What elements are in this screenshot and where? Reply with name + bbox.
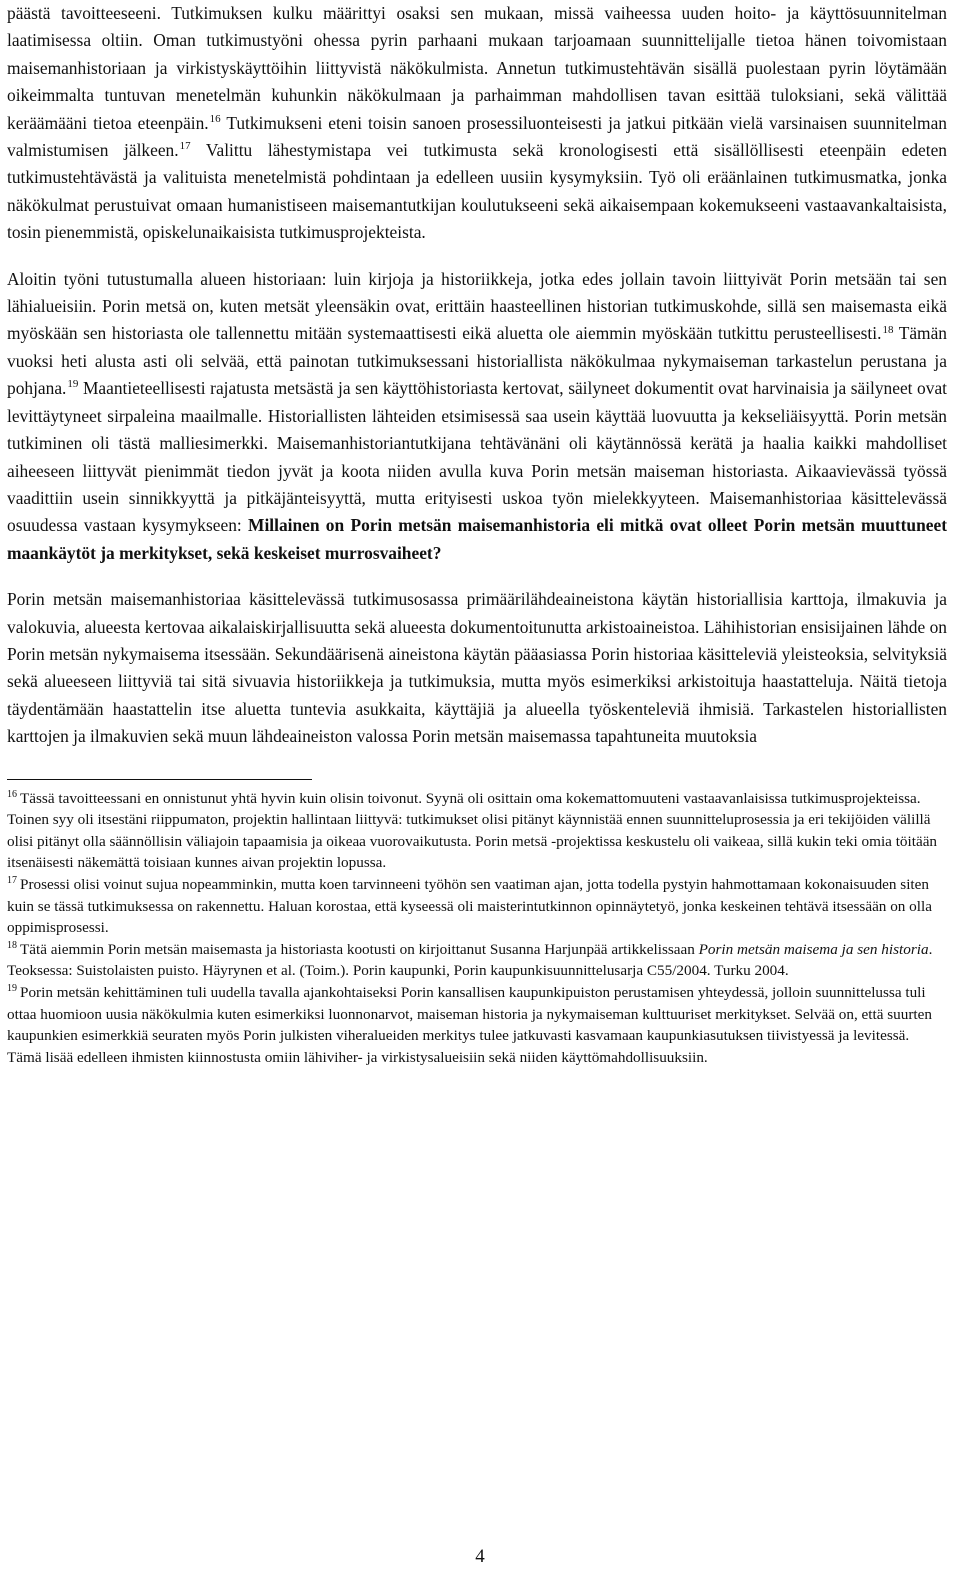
footnote-18 [7, 939, 947, 982]
footnote-number: 16 [7, 788, 17, 800]
paragraph-text: Maantieteellisesti rajatusta metsästä ja sen käyttöhistoriasta kertovat, säilyneet dokumentit ovat harvinaisia ja säilyneet ovat levittäytyneet sirpaleina maailmalle. Historiallisten lähteiden etsimisessä saa usein käyttää luovuutta ja kekseliäisyyttä. Porin metsän tutkiminen oli tästä malliesimerkki. Maisemanhistoriantutkijana tehtävänäni oli käytännössä kerätä ja haalia kaikki mahdolliset aiheeseen liittyvät pienimmät tiedon jyvät ja koota niiden avulla kuva Porin metsän maiseman historiasta. Aikaavievässä työssä vaadittiin usein sinnikkyyttä ja pitkäjänteisyyttä, mutta erityisesti uskoa työn mielekkyyteen. Maisemanhistoriaa käsittelevässä osuudessa vastaan kysymykseen: [7, 378, 947, 536]
body-paragraph-2 [7, 266, 947, 567]
paragraph-text: päästä tavoitteeseeni. Tutkimuksen kulku määrittyi osaksi sen mukaan, missä vaiheessa uuden hoito- ja käyttösuunnitelman laatimisessa oltiin. Oman tutkimustyöni ohessa pyrin parhaani mukaan tarjoamaan suunnittelijalle tietoa hänen toivomistaan maisemanhistoriaan ja virkistyskäyttöihin liittyvistä näkökulmista. Annetun tutkimustehtävän sisällä puolestaan pyrin löytämään oikeimmalta tuntuvan menetelmän kuhunkin näkökulmaan ja parhaimman mahdollisen tavan esittää tuloksiani, sekä välittää keräämääni tietoa eteenpäin. [7, 3, 947, 133]
footnote-17 [7, 874, 947, 939]
research-question: Millainen on Porin metsän maisemanhistoria eli mitkä ovat olleet Porin metsän muuttuneet maankäytöt ja merkitykset, sekä keskeiset murrosvaiheet? [7, 515, 948, 563]
paragraph-text: Valittu lähestymistapa vei tutkimusta sekä kronologisesti että sisällöllisesti eteenpäin edeten tutkimustehtävästä ja valituista menetelmistä pohdintaan ja edelleen uusiin kysymyksiin. Työ oli eräänlainen tutkimusmatka, jonka näkökulmat perustuivat omaan humanistiseen maisemantutkijan koulutukseeni sekä aikaisempaan kokemukseeni vastaavankaltaisista, tosin pienemmistä, opiskelunaikaisista tutkimusprojekteista. [7, 140, 947, 243]
footnote-text: Porin metsän kehittäminen tuli uudella tavalla ajankohtaiseksi Porin kansallisen kaupunkipuiston perustamisen yhteydessä, jolloin suunnittelussa tuli ottaa huomioon uusia näkökulmia kuten esimerkiksi luonnonarvot, maiseman historia ja nykymaiseman kulttuuriset merkitykset. Selvää on, että suurten kaupunkien esimerkkiä seuraten myös Porin julkisten viheralueiden merkitys tulee jatkuvasti kasvamaan kaupunkiasutuksen tiivistyessä ja levitessä. Tämä lisää edelleen ihmisten kiinnostusta omiin lähiviher- ja virkistysalueisiin sekä niiden käyttömahdollisuuksiin. [7, 983, 932, 1066]
footnote-reference-19[interactable]: 19 [67, 378, 79, 391]
footnote-reference-16[interactable]: 16 [209, 112, 221, 125]
paragraph-text: Tämän vuoksi heti alusta asti oli selvää, että painotan tutkimuksessani historiallista näkökulmaa nykymaiseman tarkastelun perustana ja pohjana. [7, 323, 947, 399]
body-paragraph-1 [7, 0, 947, 247]
footnote-separator [7, 779, 312, 780]
footnote-reference-17[interactable]: 17 [179, 140, 191, 153]
footnote-number: 19 [7, 982, 17, 994]
paragraph-text: Aloitin työni tutustumalla alueen historiaan: luin kirjoja ja historiikkeja, jotka edes jollain tavoin liittyivät Porin metsään tai sen lähialueisiin. Porin metsä on, kuten metsät yleensäkin ovat, erittäin haasteellinen historian tutkimuskohde, sillä sen maisemasta eikä myöskään sen historiasta ole tallennettu mitään systemaattisesti eikä aluetta ole aiemmin myöskään tutkittu perusteellisesti. [7, 268, 947, 344]
paragraph-spacer [7, 567, 947, 586]
footnote-number: 18 [7, 939, 17, 951]
footnote-text: Tässä tavoitteessani en onnistunut yhtä hyvin kuin olisin toivonut. Syynä oli osittain oma kokemattomuuteni vastaavanlaisissa tutkimusprojekteissa. Toinen syy oli itsestäni riippumaton, projektin hallintaan liittyvä: tutkimukset olisi pitänyt käynnistää ennen suunnitteluprosessia ja eri tekijöiden välillä olisi pitänyt olla säännöllisin väliajoin tapaamisia ja oikeaa vuorovaikutusta. Porin metsä -projektissa keskustelu oli vaikeaa, sillä kukin teki omia töitään itsenäisesti näkemättä toisiaan kunnes aivan projektin lopussa. [7, 789, 938, 872]
footnote-text: . Teoksessa: Suistolaisten puisto. Häyrynen et al. (Toim.). Porin kaupunki, Porin kaupunkisuunnittelusarja C55/2004. Turku 2004. [7, 940, 933, 980]
body-paragraph-3: Porin metsän maisemanhistoriaa käsittelevässä tutkimusosassa primäärilähdeaineistona käytän historiallisia karttoja, ilmakuvia ja valokuvia, alueesta kertovaa aikalaiskirjallisuutta sekä alueesta dokumentoitunutta arkistoaineistoa. Lähihistorian ensisijainen lähde on Porin metsän nykymaisema itsessään. Sekundäärisenä aineistona käytän pääasiassa Porin historiaa käsitteleviä yleisteoksia, selvityksiä sekä alueeseen liittyviä tai sitä sivuavia historiikkeja ja tutkimuksia, mutta myös esimerkiksi arkistoituja haastatteluja. Näitä tietoja täydentämään haastattelin itse aluetta tuntevia asukkaita, käyttäjiä ja alueella työskenteleviä ihmisiä. Tarkastelen historiallisten karttojen ja ilmakuvien sekä muun lähdeaineiston valossa Porin metsän maisemassa tapahtuneita muutoksia [7, 589, 947, 747]
footnote-article-title: Porin metsän maisema ja sen historia [698, 940, 929, 958]
footnote-text: Tätä aiemmin Porin metsän maisemasta ja historiasta kootusti on kirjoittanut Susanna Harjunpää artikkelissaan [20, 940, 699, 958]
footnote-number: 17 [7, 874, 17, 886]
paragraph-spacer [7, 247, 947, 266]
document-page [7, 0, 947, 1068]
footnote-16 [7, 788, 947, 874]
page-number: 4 [475, 1546, 485, 1567]
footnote-19 [7, 982, 947, 1068]
paragraph-text: Tutkimukseni eteni toisin sanoen prosessiluonteisesti ja jatkui pitkään vielä varsinaisen suunnitelman valmistumisen jälkeen. [7, 112, 948, 161]
footnote-text: Prosessi olisi voinut sujua nopeamminkin, mutta koen tarvinneeni työhön sen vaatiman ajan, jotta todella pystyin hahmottamaan kokonaisuuden siten kuin se tässä tutkimuksessa on rakennettu. Haluan korostaa, että kyseessä oli maisterintutkinnon opinnäytetyö, jonka keskeinen tehtävä itsessään on olla oppimisprosessi. [7, 875, 932, 937]
footnote-reference-18[interactable]: 18 [882, 323, 894, 336]
